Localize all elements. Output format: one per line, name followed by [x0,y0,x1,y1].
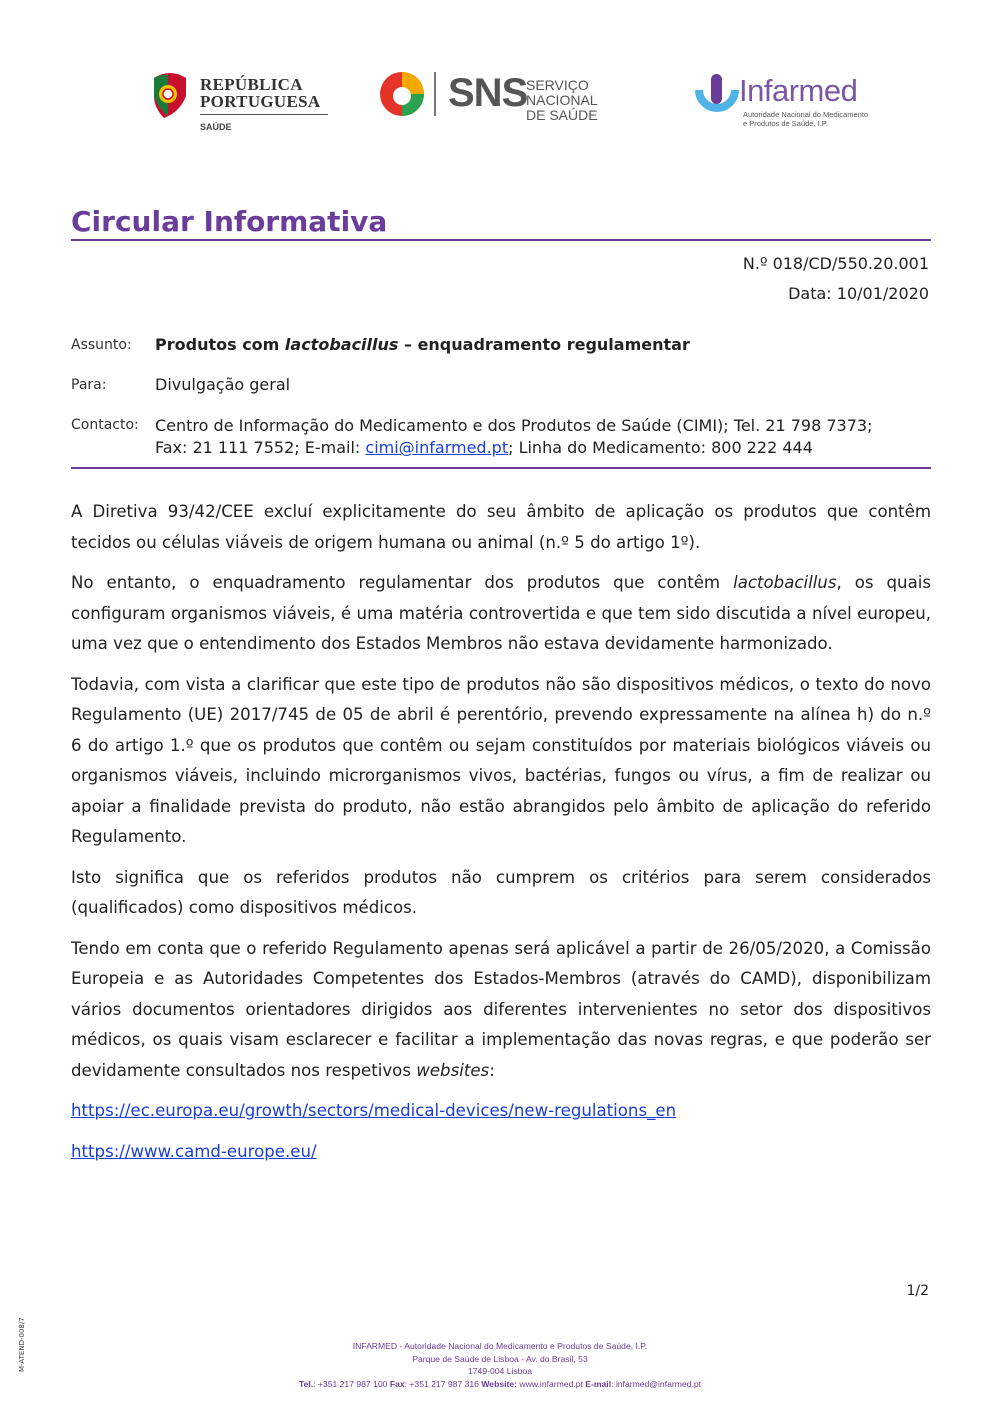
form-code: M-ATEND-008/7 [18,1317,26,1372]
to-label: Para: [71,377,107,393]
subject-label: Assunto: [71,337,132,353]
contact-value: Centro de Informação do Medicamento e dos Produtos de Saúde (CIMI); Tel. 21 798 7373; Fax: 21 111 7552; E-mail: cimi@infarmed.pt; Linha do Medicamento: 800 222 444 [155,416,873,457]
footer-address: Parque de Saúde de Lisboa - Av. do Brasil, 53 [412,1353,588,1364]
sns-emblem-icon [378,70,426,118]
paragraph-1: A Diretiva 93/42/CEE excluí explicitamente do seu âmbito de aplicação os produtos que contêm tecidos ou células viáveis de origem humana ou animal (n.º 5 do artigo 1º). [71,502,931,552]
header-logos [150,70,870,140]
portugal-emblem-icon [150,72,190,120]
document-title: Circular Informativa [71,205,388,238]
header-rule [71,467,931,469]
republica-divider [200,114,328,115]
footer-contacts: Tel.: +351 217 987 100 Fax: +351 217 987 316 Website: www.infarmed.pt E-mail: infarmed@infarmed.pt [298,1378,702,1389]
footer [0,1340,1000,1390]
contact-email-link[interactable]: cimi@infarmed.pt [365,438,509,457]
page-number: 1/2 [906,1283,929,1299]
link-ec-europa[interactable]: https://ec.europa.eu/growth/sectors/medical-devices/new-regulations_en [71,1101,677,1120]
sns-acronym: SNS [448,71,528,115]
link-camd-europe[interactable]: https://www.camd-europe.eu/ [71,1141,317,1161]
republica-portuguesa-logo [150,70,340,136]
contact-label: Contacto: [71,417,139,433]
paragraph-2: No entanto, o enquadramento regulamentar dos produtos que contêm lactobacillus, os quais configuram organismos viáveis, é uma matéria controvertida e que tem sido discutida a nível europeu, uma vez que o entendimento dos Estados Membros não estava devidamente harmonizado. [71,573,931,653]
paragraph-5: Tendo em conta que o referido Regulamento apenas será aplicável a partir de 26/05/2020, a Comissão Europeia e as Autoridades Competentes dos Estados-Membros (através do CAMD), disponibilizam vários documentos orientadores dirigidos aos diferentes intervenientes no setor dos dispositivos médicos, os quais visam esclarecer e facilitar a implementação das novas regras, e que poderão ser devidamente consultados nos respetivos websites: [71,938,931,1080]
links-list [71,1096,931,1167]
subject-value: Produtos com lactobacillus – enquadramento regulamentar [155,335,690,354]
circular-number: N.º 018/CD/550.20.001 [742,254,929,273]
footer-org: INFARMED - Autoridade Nacional do Medicamento e Produtos de Saúde, I.P. [352,1341,648,1351]
title-rule [71,239,931,241]
republica-text: REPÚBLICA PORTUGUESA [200,75,321,111]
republica-sub: SAÚDE [200,122,232,132]
paragraph-4: Isto significa que os referidos produtos não cumprem os critérios para serem considerados (qualificados) como dispositivos médicos. [71,867,931,917]
sns-divider [434,72,436,116]
to-value: Divulgação geral [155,375,291,394]
infarmed-logo [695,72,875,132]
document-body [71,497,931,1177]
sns-logo [378,70,648,123]
sns-fullname: SERVIÇO NACIONAL DE SAÚDE [526,77,598,123]
infarmed-name: Infarmed [739,73,858,108]
circular-date: Data: 10/01/2020 [788,284,929,303]
infarmed-emblem-icon [695,72,739,124]
paragraph-3: Todavia, com vista a clarificar que este tipo de produtos não são dispositivos médicos, o texto do novo Regulamento (UE) 2017/745 de 05 de abril é perentório, prevendo expressamente na alínea h) do n.º 6 do artigo 1.º que os produtos que contêm ou sejam constituídos por materiais biológicos viáveis ou organismos viáveis, incluindo microrganismos vivos, bactérias, fungos ou vírus, a fim de realizar ou apoiar a finalidade prevista do produto, não estão abrangidos pelo âmbito de aplicação do referido Regulamento. [71,674,931,846]
footer-postcode: 1749-004 Lisboa [467,1366,533,1376]
infarmed-tagline: Autoridade Nacional do Medicamento e Produtos de Saúde, I.P. [743,110,869,128]
